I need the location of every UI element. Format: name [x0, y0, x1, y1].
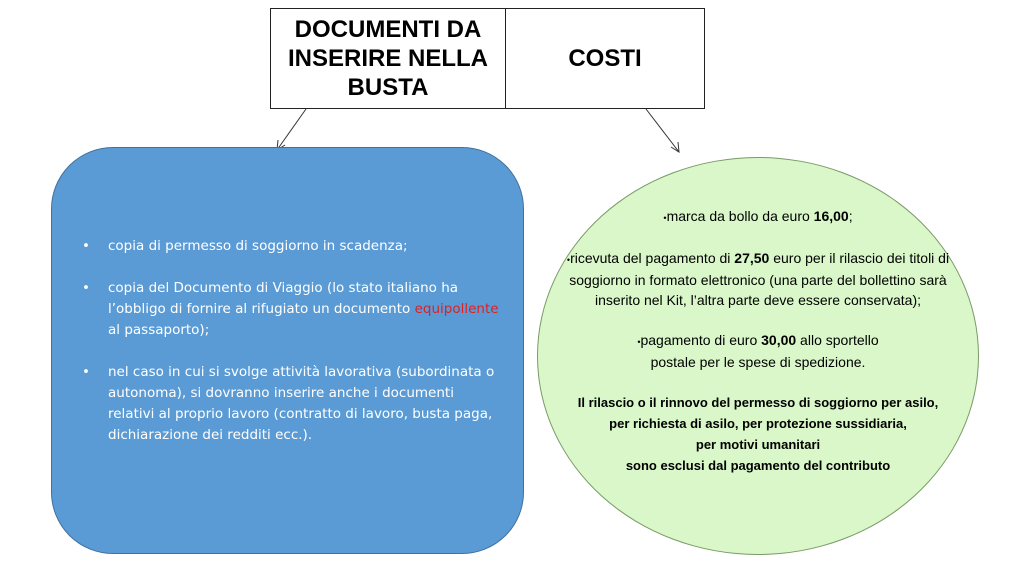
bullet-icon: • [637, 337, 641, 347]
costs-circle [537, 157, 979, 555]
list-item [82, 236, 502, 257]
list-item-text: copia del Documento di Viaggio (lo stato italiano ha l’obbligo di fornire al rifugiato un documento [108, 280, 459, 317]
documents-box [51, 147, 524, 554]
list-item [82, 278, 502, 341]
bullet-icon: • [663, 213, 667, 223]
note-line: Il rilascio o il rinnovo del permesso di soggiorno per asilo, [577, 395, 939, 410]
cost-text: euro per il rilascio dei titoli di soggiorno in formato elettronico (una parte del bollettino sarà inserito nel Kit, l’altra parte deve essere conservata); [569, 250, 950, 308]
note-line: sono esclusi dal pagamento del contributo [625, 458, 891, 473]
list-item [82, 362, 502, 446]
cost-amount: 27,50 [734, 250, 770, 266]
cost-text: marca da bollo da euro [666, 208, 814, 224]
costs-content [538, 206, 978, 476]
cost-text: allo sportello postale per le spese di spedizione. [650, 332, 879, 370]
cost-item-stamp [538, 206, 978, 228]
list-item-text: nel caso in cui si svolge attività lavorativa (subordinata o autonoma), si dovranno inserire anche i documenti relativi al proprio lavoro (contratto di lavoro, busta paga, dichiarazione dei redditi ecc.). [108, 364, 495, 443]
cost-amount: 16,00 [813, 208, 849, 224]
highlighted-word: equipollente [414, 301, 499, 317]
costs-header: COSTI [568, 45, 642, 72]
cost-item-shipping [538, 330, 978, 372]
bullet-icon: • [82, 364, 90, 380]
cost-text: pagamento di euro [640, 332, 762, 348]
bullet-icon: • [566, 255, 571, 265]
cost-text: ricevuta del pagamento di [570, 250, 735, 266]
cost-amount: 30,00 [761, 332, 797, 348]
bullet-icon: • [82, 280, 90, 296]
arrow-to-costs [646, 109, 679, 152]
bullet-icon: • [82, 238, 90, 254]
documents-header: DOCUMENTI DA INSERIRE NELLA BUSTA [271, 9, 506, 108]
note-line: per motivi umanitari [695, 437, 821, 452]
list-item-text: al passaporto); [108, 322, 210, 338]
documents-list [82, 236, 502, 467]
cost-text: ; [848, 208, 853, 224]
cost-item-receipt [538, 248, 978, 310]
note-line: per richiesta di asilo, per protezione sussidiaria, [609, 416, 907, 431]
exemption-note [538, 392, 978, 476]
list-item-text: copia di permesso di soggiorno in scadenza; [108, 238, 408, 254]
arrow-to-documents [277, 109, 306, 150]
